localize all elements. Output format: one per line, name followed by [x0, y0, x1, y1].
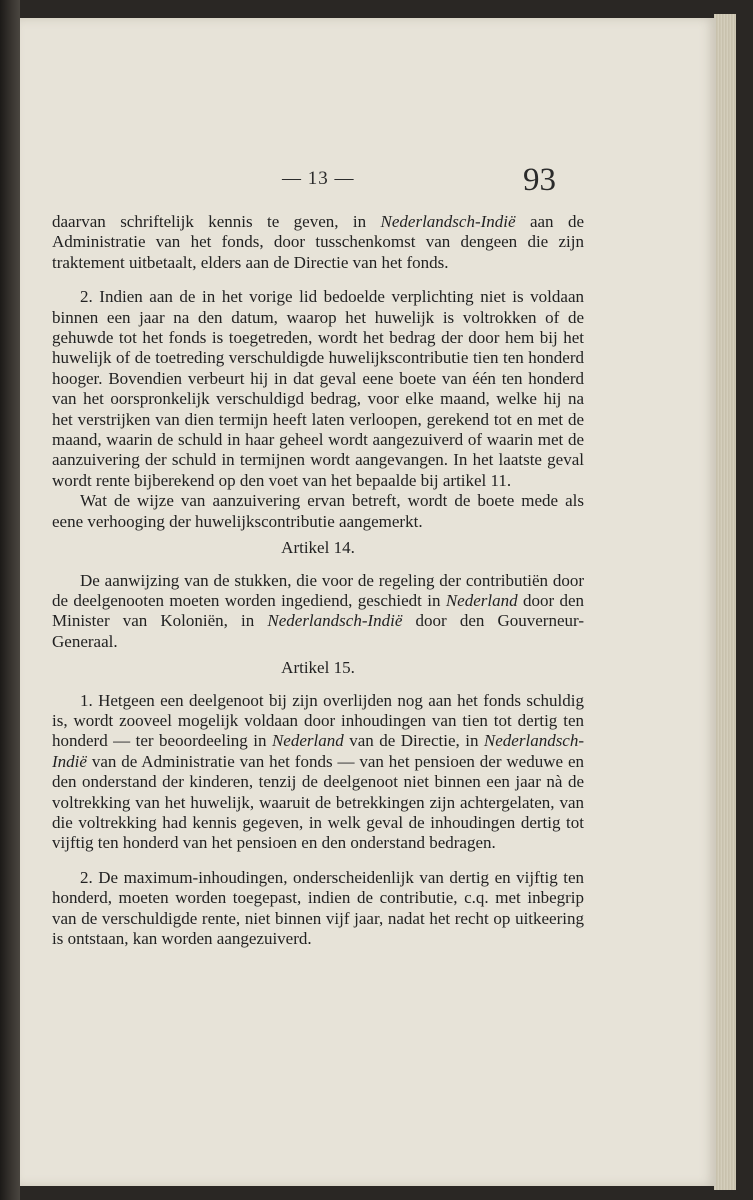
paragraph-3: Wat de wijze van aanzuivering ervan betreft, wordt de boete mede als eene verhooging der huwelijkscontributie aangemerkt. [52, 491, 584, 531]
article-15-title: Artikel 15. [281, 658, 355, 678]
folio-number: 93 [523, 162, 556, 198]
article-15-paragraph-2: 2. De maximum-inhoudingen, onderscheidenlijk van dertig en vijftig ten honderd, moeten worden toegepast, indien de contributie, c.q. met inbegrip van de verschuldigde rente, niet binnen vijf jaar, nadat het recht op uitkeering is ontstaan, kan worden aangezuiverd. [52, 867, 584, 948]
book-spine-edge [0, 0, 20, 1200]
paragraph-continuation: daarvan schriftelijk kennis te geven, in Nederlandsch-Indië aan de Administratie van het fonds, door tusschenkomst van dengeen die zijn traktement uitbetaalt, elders aan de Directie van het fonds. [52, 212, 584, 272]
page-number: — 13 — [282, 168, 355, 189]
body-text [52, 212, 584, 949]
article-15-paragraph-1: 1. Hetgeen een deelgenoot bij zijn overlijden nog aan het fonds schuldig is, wordt zooveel mogelijk voldaan door inhoudingen van tien tot dertig ten honderd — ter beoordeeling in Nederland van de Directie, in Nederlandsch-Indië van de Administratie van het fonds — van het pensioen der weduwe en den onderstand der kinderen, tenzij de deelgenoot niet binnen een jaar nà de voltrekking van het huwelijk, waaruit de betrekkingen zijn achtergelaten, van die voltrekking had kennis gegeven, in welk geval de inhoudingen dertig tot vijftig ten honderd van het pensioen en den onderstand bedragen. [52, 690, 585, 853]
article-14-title: Artikel 14. [281, 538, 355, 558]
page-header [20, 162, 716, 206]
article-14-text: De aanwijzing van de stukken, die voor de regeling der contributiën door de deelgenooten moeten worden ingediend, geschiedt in Nederland door den Minister van Koloniën, in Nederlandsch-Indië door den Gouverneur-Generaal. [52, 570, 585, 651]
paragraph-2: 2. Indien aan de in het vorige lid bedoelde verplichting niet is voldaan binnen een jaar na den datum, waarop het huwelijk is voltrokken of de gehuwde tot het fonds is toegetreden, wordt het bedrag der door hem bij het huwelijk of de toetreding verschuldigde huwelijkscontributie tien ten honderd hooger. Bovendien verbeurt hij in dat geval eene boete van één ten honderd van het oorspronkelijk verschuldigd bedrag, voor elke maand, welke hij na het verstrijken van dien termijn heeft laten verloopen, gerekend tot en met de maand, waarin de schuld in haar geheel wordt aangezuiverd of waarin met de aanzuivering der schuld in termijnen wordt aangevangen. In het laatste geval wordt rente bijberekend op den voet van het bepaalde bij artikel 11. [52, 287, 584, 490]
book-page [20, 18, 716, 1186]
page-stack-edge [714, 14, 736, 1190]
